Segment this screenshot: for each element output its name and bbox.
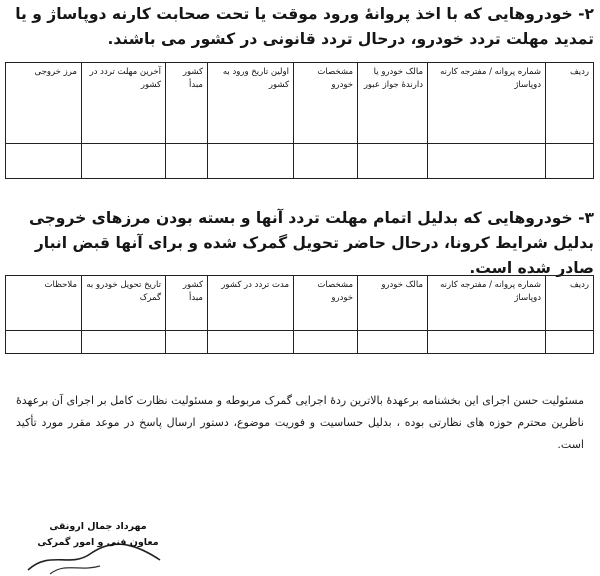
column-header: شماره پروانه / مفترجه کارنه دوپاساژ [428,63,546,144]
table-cell [6,331,82,354]
column-header: کشور مبدأ [166,276,208,331]
signatory-name: مهرداد جمال ارونقی [49,521,147,532]
table-cell [428,144,546,179]
column-header: ردیف [546,63,594,144]
column-header: مدت تردد در کشور [208,276,294,331]
table-cell [208,144,294,179]
table-row [6,144,594,179]
vehicles-delivered-to-customs-table [5,275,594,354]
column-header: مرز خروجی [6,63,82,144]
table-row [6,331,594,354]
column-header: مشخصات خودرو [294,276,358,331]
responsibility-paragraph: مسئولیت حسن اجرای این بخشنامه برعهدهٔ بالاترین ردهٔ اجرایی گمرک مربوطه و مسئولیت نظارت کامل بر اجرای آن برعهدهٔ ناظرین محترم حوزه های نظارتی بوده ، بدلیل حساسیت و فوریت موضوع، دستور ارسال پاسخ در موعد مقرر مورد تأکید است. [16,394,584,451]
column-header: ملاحظات [6,276,82,331]
table-cell [294,144,358,179]
table-cell [166,331,208,354]
table-cell [166,144,208,179]
table-cell [82,331,166,354]
section3-heading: ۳- خودروهایی که بدلیل اتمام مهلت تردد آنها و بسته بودن مرزهای خروجی بدلیل شرایط کرونا، درحال حاضر تحویل گمرک شده و برای آنها قبض انبار صادر شده است. [28,209,594,277]
table-header-row [6,63,594,144]
column-header: تاریخ تحویل خودرو به گمرک [82,276,166,331]
vehicles-in-transit-table [5,62,594,179]
column-header: ردیف [546,276,594,331]
signature-block [20,510,170,576]
table-header-row [6,276,594,331]
table-cell [6,144,82,179]
column-header: شماره پروانه / مفترجه کارنه دوپاساژ [428,276,546,331]
table-cell [358,144,428,179]
table-cell [294,331,358,354]
table-cell [546,144,594,179]
signatory-title: معاون فنی و امور گمرکی [37,537,159,548]
column-header: مشخصات خودرو [294,63,358,144]
column-header: کشور مبدأ [166,63,208,144]
column-header: مالک خودرو [358,276,428,331]
section2-heading: ۲- خودروهایی که با اخذ پروانهٔ ورود موقت یا تحت صحابت کارنه دوپاساژ و یا تمدید مهلت تردد خودرو، درحال تردد قانونی در کشور می باشند. [15,5,594,48]
table-cell [82,144,166,179]
table-cell [208,331,294,354]
column-header: آخرین مهلت تردد در کشور [82,63,166,144]
column-header: مالک خودرو یا دارندهٔ جواز عبور [358,63,428,144]
table-cell [546,331,594,354]
table-cell [428,331,546,354]
column-header: اولین تاریخ ورود به کشور [208,63,294,144]
table-cell [358,331,428,354]
